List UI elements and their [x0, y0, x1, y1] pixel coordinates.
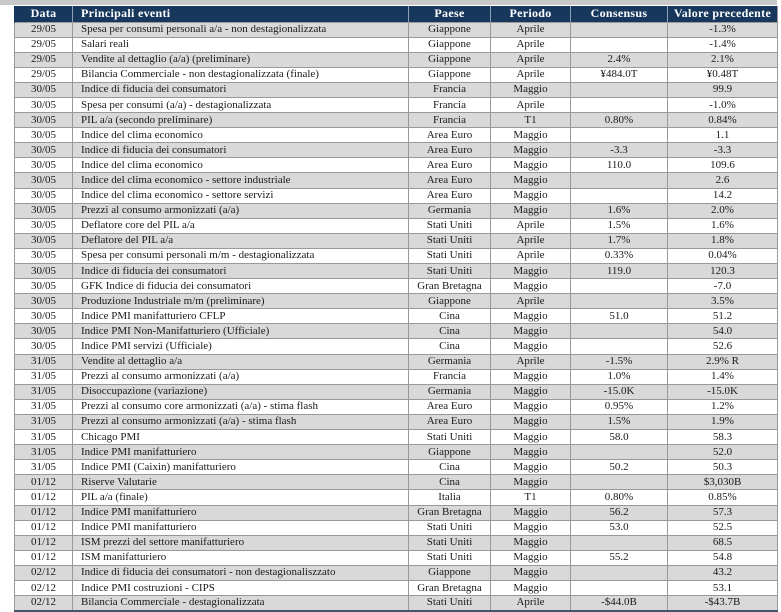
table-row [15, 520, 778, 535]
cell-data: 31/05 [15, 354, 73, 369]
cell-paese: Germania [409, 354, 491, 369]
cell-evento: Vendite al dettaglio a/a [73, 354, 409, 369]
cell-paese: Stati Uniti [409, 596, 491, 611]
cell-paese: Giappone [409, 37, 491, 52]
cell-paese: Stati Uniti [409, 264, 491, 279]
table-row [15, 565, 778, 580]
cell-evento: Disoccupazione (variazione) [73, 384, 409, 399]
cell-consensus [571, 580, 668, 595]
cell-consensus [571, 128, 668, 143]
cell-evento: Indice di fiducia dei consumatori [73, 264, 409, 279]
cell-paese: Stati Uniti [409, 248, 491, 263]
column-header-valore-precedente: Valore precedente [668, 6, 778, 22]
cell-data: 30/05 [15, 173, 73, 188]
cell-evento: Prezzi al consumo armonizzati (a/a) - stima flash [73, 414, 409, 429]
cell-paese: Cina [409, 475, 491, 490]
table-row [15, 22, 778, 37]
table-row [15, 52, 778, 67]
column-header-periodo: Periodo [491, 6, 571, 22]
cell-data: 30/05 [15, 324, 73, 339]
cell-periodo: Maggio [491, 264, 571, 279]
table-row [15, 248, 778, 263]
cell-evento: Indice PMI manifatturiero [73, 520, 409, 535]
cell-periodo: Maggio [491, 324, 571, 339]
cell-valore: 0.85% [668, 490, 778, 505]
cell-paese: Francia [409, 97, 491, 112]
cell-consensus: 51.0 [571, 309, 668, 324]
table-row [15, 384, 778, 399]
cell-data: 31/05 [15, 445, 73, 460]
cell-periodo: Maggio [491, 173, 571, 188]
table-row [15, 143, 778, 158]
cell-consensus [571, 97, 668, 112]
cell-data: 30/05 [15, 279, 73, 294]
cell-valore: ¥0.48T [668, 67, 778, 82]
cell-periodo: T1 [491, 113, 571, 128]
cell-consensus [571, 173, 668, 188]
cell-paese: Stati Uniti [409, 535, 491, 550]
table-row [15, 203, 778, 218]
cell-periodo: Maggio [491, 203, 571, 218]
cell-data: 02/12 [15, 565, 73, 580]
cell-paese: Stati Uniti [409, 550, 491, 565]
cell-consensus: 119.0 [571, 264, 668, 279]
cell-periodo: Aprile [491, 233, 571, 248]
cell-periodo: Maggio [491, 475, 571, 490]
cell-valore: -3.3 [668, 143, 778, 158]
table-row [15, 550, 778, 565]
cell-valore: 53.1 [668, 580, 778, 595]
cell-valore: -1.3% [668, 22, 778, 37]
cell-paese: Italia [409, 490, 491, 505]
table-row [15, 67, 778, 82]
cell-consensus [571, 324, 668, 339]
cell-consensus [571, 535, 668, 550]
cell-periodo: Maggio [491, 309, 571, 324]
cell-paese: Cina [409, 339, 491, 354]
table-row [15, 505, 778, 520]
cell-evento: PIL a/a (finale) [73, 490, 409, 505]
cell-periodo: Maggio [491, 430, 571, 445]
table-row [15, 580, 778, 595]
economic-events-table [14, 6, 778, 612]
table-row [15, 490, 778, 505]
cell-valore: $3,030B [668, 475, 778, 490]
cell-data: 30/05 [15, 203, 73, 218]
cell-periodo: Maggio [491, 143, 571, 158]
cell-paese: Area Euro [409, 173, 491, 188]
cell-data: 29/05 [15, 37, 73, 52]
cell-periodo: Maggio [491, 188, 571, 203]
cell-valore: 1.8% [668, 233, 778, 248]
cell-evento: Indice PMI costruzioni - CIPS [73, 580, 409, 595]
cell-paese: Area Euro [409, 143, 491, 158]
cell-consensus: ¥484.0T [571, 67, 668, 82]
cell-evento: Bilancia Commerciale - destagionalizzata [73, 596, 409, 611]
cell-evento: ISM prezzi del settore manifatturiero [73, 535, 409, 550]
cell-valore: 52.6 [668, 339, 778, 354]
cell-valore: 3.5% [668, 294, 778, 309]
table-row [15, 113, 778, 128]
table-row [15, 596, 778, 611]
cell-data: 31/05 [15, 384, 73, 399]
cell-data: 02/12 [15, 580, 73, 595]
cell-paese: Gran Bretagna [409, 505, 491, 520]
cell-consensus: 0.33% [571, 248, 668, 263]
cell-consensus [571, 339, 668, 354]
cell-consensus [571, 22, 668, 37]
table-row [15, 430, 778, 445]
cell-data: 02/12 [15, 596, 73, 611]
cell-valore: 14.2 [668, 188, 778, 203]
cell-evento: Indice PMI (Caixin) manifatturiero [73, 460, 409, 475]
cell-consensus [571, 37, 668, 52]
table-row [15, 414, 778, 429]
cell-periodo: Aprile [491, 596, 571, 611]
cell-valore: 54.0 [668, 324, 778, 339]
column-header-consensus: Consensus [571, 6, 668, 22]
column-header-data: Data [15, 6, 73, 22]
cell-valore: 109.6 [668, 158, 778, 173]
cell-evento: Deflatore core del PIL a/a [73, 218, 409, 233]
table-row [15, 535, 778, 550]
table-row [15, 324, 778, 339]
cell-valore: 1.4% [668, 369, 778, 384]
cell-evento: Indice di fiducia dei consumatori [73, 143, 409, 158]
cell-periodo: Aprile [491, 37, 571, 52]
cell-periodo: Aprile [491, 354, 571, 369]
cell-paese: Stati Uniti [409, 520, 491, 535]
cell-evento: Deflatore del PIL a/a [73, 233, 409, 248]
cell-valore: 2.1% [668, 52, 778, 67]
cell-paese: Area Euro [409, 414, 491, 429]
cell-periodo: Maggio [491, 399, 571, 414]
cell-periodo: Maggio [491, 445, 571, 460]
cell-valore: 99.9 [668, 82, 778, 97]
column-header-eventi: Principali eventi [73, 6, 409, 22]
cell-valore: 1.6% [668, 218, 778, 233]
cell-paese: Giappone [409, 22, 491, 37]
cell-consensus [571, 294, 668, 309]
cell-consensus: 1.6% [571, 203, 668, 218]
cell-periodo: Maggio [491, 414, 571, 429]
cell-valore: 1.2% [668, 399, 778, 414]
cell-data: 30/05 [15, 143, 73, 158]
cell-evento: Indice del clima economico - settore industriale [73, 173, 409, 188]
cell-consensus: 50.2 [571, 460, 668, 475]
cell-paese: Area Euro [409, 399, 491, 414]
cell-valore: -15.0K [668, 384, 778, 399]
cell-data: 30/05 [15, 82, 73, 97]
cell-periodo: Aprile [491, 248, 571, 263]
cell-evento: Salari reali [73, 37, 409, 52]
cell-paese: Gran Bretagna [409, 580, 491, 595]
cell-evento: Spesa per consumi personali m/m - destagionalizzata [73, 248, 409, 263]
cell-data: 31/05 [15, 399, 73, 414]
cell-periodo: Aprile [491, 22, 571, 37]
cell-valore: 50.3 [668, 460, 778, 475]
cell-periodo: Maggio [491, 520, 571, 535]
cell-paese: Cina [409, 324, 491, 339]
cell-consensus: 1.7% [571, 233, 668, 248]
cell-evento: ISM manifatturiero [73, 550, 409, 565]
cell-periodo: Maggio [491, 128, 571, 143]
cell-valore: 51.2 [668, 309, 778, 324]
cell-consensus [571, 445, 668, 460]
table-row [15, 128, 778, 143]
cell-evento: Indice PMI manifatturiero [73, 445, 409, 460]
cell-consensus: 110.0 [571, 158, 668, 173]
cell-data: 30/05 [15, 294, 73, 309]
cell-evento: PIL a/a (secondo preliminare) [73, 113, 409, 128]
table-row [15, 339, 778, 354]
cell-valore: 57.3 [668, 505, 778, 520]
cell-evento: Bilancia Commerciale - non destagionalizzata (finale) [73, 67, 409, 82]
cell-data: 31/05 [15, 460, 73, 475]
cell-valore: 0.04% [668, 248, 778, 263]
cell-valore: 54.8 [668, 550, 778, 565]
table-row [15, 369, 778, 384]
cell-data: 29/05 [15, 22, 73, 37]
cell-paese: Giappone [409, 445, 491, 460]
cell-evento: Spesa per consumi personali a/a - non destagionalizzata [73, 22, 409, 37]
cell-valore: -1.0% [668, 97, 778, 112]
cell-evento: Spesa per consumi (a/a) - destagionalizzata [73, 97, 409, 112]
cell-paese: Giappone [409, 565, 491, 580]
cell-evento: Indice PMI servizi (Ufficiale) [73, 339, 409, 354]
cell-periodo: Maggio [491, 339, 571, 354]
cell-valore: 58.3 [668, 430, 778, 445]
cell-data: 30/05 [15, 97, 73, 112]
cell-valore: 1.1 [668, 128, 778, 143]
cell-periodo: Maggio [491, 158, 571, 173]
cell-consensus: -$44.0B [571, 596, 668, 611]
cell-data: 29/05 [15, 52, 73, 67]
cell-periodo: Maggio [491, 82, 571, 97]
cell-paese: Gran Bretagna [409, 279, 491, 294]
cell-evento: Indice PMI Non-Manifatturiero (Ufficiale) [73, 324, 409, 339]
cell-periodo: Maggio [491, 279, 571, 294]
table-row [15, 218, 778, 233]
cell-periodo: Maggio [491, 550, 571, 565]
cell-periodo: Maggio [491, 369, 571, 384]
cell-evento: Indice del clima economico [73, 158, 409, 173]
table-body [15, 22, 778, 611]
table-row [15, 445, 778, 460]
table-row [15, 399, 778, 414]
cell-consensus: -15.0K [571, 384, 668, 399]
cell-valore: 2.6 [668, 173, 778, 188]
cell-periodo: Maggio [491, 580, 571, 595]
cell-consensus: -3.3 [571, 143, 668, 158]
cell-periodo: Maggio [491, 460, 571, 475]
cell-consensus [571, 565, 668, 580]
cell-data: 30/05 [15, 113, 73, 128]
table-row [15, 309, 778, 324]
cell-valore: 2.0% [668, 203, 778, 218]
table-header-row [15, 6, 778, 22]
cell-consensus: 0.80% [571, 490, 668, 505]
cell-evento: Prezzi al consumo armonizzati (a/a) [73, 203, 409, 218]
cell-data: 01/12 [15, 490, 73, 505]
cell-periodo: Aprile [491, 97, 571, 112]
cell-paese: Stati Uniti [409, 430, 491, 445]
cell-data: 31/05 [15, 430, 73, 445]
cell-evento: Prezzi al consumo core armonizzati (a/a) - stima flash [73, 399, 409, 414]
cell-data: 01/12 [15, 520, 73, 535]
cell-evento: Indice del clima economico [73, 128, 409, 143]
table-row [15, 173, 778, 188]
cell-data: 29/05 [15, 67, 73, 82]
cell-consensus [571, 279, 668, 294]
cell-paese: Germania [409, 203, 491, 218]
cell-consensus: 1.5% [571, 414, 668, 429]
cell-periodo: Aprile [491, 218, 571, 233]
cell-valore: 120.3 [668, 264, 778, 279]
cell-periodo: Maggio [491, 384, 571, 399]
cell-paese: Area Euro [409, 188, 491, 203]
cell-valore: 1.9% [668, 414, 778, 429]
table-row [15, 264, 778, 279]
cell-data: 30/05 [15, 248, 73, 263]
cell-data: 30/05 [15, 218, 73, 233]
cell-consensus: 1.5% [571, 218, 668, 233]
cell-evento: Indice PMI manifatturiero CFLP [73, 309, 409, 324]
cell-data: 30/05 [15, 128, 73, 143]
cell-periodo: Aprile [491, 52, 571, 67]
cell-periodo: Aprile [491, 67, 571, 82]
table-row [15, 82, 778, 97]
table-row [15, 37, 778, 52]
cell-valore: -7.0 [668, 279, 778, 294]
cell-paese: Germania [409, 384, 491, 399]
cell-periodo: Maggio [491, 565, 571, 580]
cell-valore: 0.84% [668, 113, 778, 128]
cell-evento: Vendite al dettaglio (a/a) (preliminare) [73, 52, 409, 67]
cell-consensus: 58.0 [571, 430, 668, 445]
cell-valore: 52.5 [668, 520, 778, 535]
cell-data: 30/05 [15, 158, 73, 173]
cell-data: 01/12 [15, 535, 73, 550]
table-row [15, 279, 778, 294]
cell-valore: 2.9% R [668, 354, 778, 369]
cell-consensus: 55.2 [571, 550, 668, 565]
cell-paese: Francia [409, 113, 491, 128]
cell-paese: Giappone [409, 67, 491, 82]
cell-evento: Produzione Industriale m/m (preliminare) [73, 294, 409, 309]
table-row [15, 475, 778, 490]
cell-periodo: Maggio [491, 505, 571, 520]
cell-paese: Francia [409, 369, 491, 384]
cell-data: 01/12 [15, 550, 73, 565]
cell-paese: Giappone [409, 294, 491, 309]
table-row [15, 158, 778, 173]
cell-paese: Stati Uniti [409, 233, 491, 248]
cell-valore: 43.2 [668, 565, 778, 580]
cell-evento: Indice di fiducia dei consumatori - non destagionaliszzato [73, 565, 409, 580]
cell-data: 30/05 [15, 233, 73, 248]
cell-paese: Giappone [409, 52, 491, 67]
cell-evento: Chicago PMI [73, 430, 409, 445]
table-row [15, 97, 778, 112]
cell-paese: Cina [409, 460, 491, 475]
cell-data: 31/05 [15, 414, 73, 429]
table-row [15, 460, 778, 475]
cell-data: 30/05 [15, 188, 73, 203]
table-row [15, 294, 778, 309]
cell-consensus [571, 188, 668, 203]
cell-data: 01/12 [15, 475, 73, 490]
cell-consensus: 1.0% [571, 369, 668, 384]
cell-evento: Indice di fiducia dei consumatori [73, 82, 409, 97]
cell-evento: Indice PMI manifatturiero [73, 505, 409, 520]
cell-periodo: T1 [491, 490, 571, 505]
column-header-paese: Paese [409, 6, 491, 22]
cell-consensus [571, 475, 668, 490]
cell-data: 01/12 [15, 505, 73, 520]
cell-valore: 68.5 [668, 535, 778, 550]
cell-valore: -1.4% [668, 37, 778, 52]
cell-paese: Area Euro [409, 128, 491, 143]
cell-data: 31/05 [15, 369, 73, 384]
table-row [15, 188, 778, 203]
cell-periodo: Aprile [491, 294, 571, 309]
cell-consensus: 0.95% [571, 399, 668, 414]
cell-consensus: 0.80% [571, 113, 668, 128]
cell-evento: Riserve Valutarie [73, 475, 409, 490]
cell-consensus: 2.4% [571, 52, 668, 67]
cell-paese: Cina [409, 309, 491, 324]
cell-paese: Stati Uniti [409, 218, 491, 233]
cell-data: 30/05 [15, 264, 73, 279]
cell-evento: Indice del clima economico - settore servizi [73, 188, 409, 203]
cell-periodo: Maggio [491, 535, 571, 550]
cell-paese: Area Euro [409, 158, 491, 173]
cell-consensus: -1.5% [571, 354, 668, 369]
cell-valore: 52.0 [668, 445, 778, 460]
cell-data: 30/05 [15, 309, 73, 324]
table-row [15, 354, 778, 369]
cell-consensus [571, 82, 668, 97]
cell-data: 30/05 [15, 339, 73, 354]
cell-valore: -$43.7B [668, 596, 778, 611]
cell-consensus: 56.2 [571, 505, 668, 520]
cell-consensus: 53.0 [571, 520, 668, 535]
table-row [15, 233, 778, 248]
cell-paese: Francia [409, 82, 491, 97]
cell-evento: Prezzi al consumo armonizzati (a/a) [73, 369, 409, 384]
cell-evento: GFK Indice di fiducia dei consumatori [73, 279, 409, 294]
